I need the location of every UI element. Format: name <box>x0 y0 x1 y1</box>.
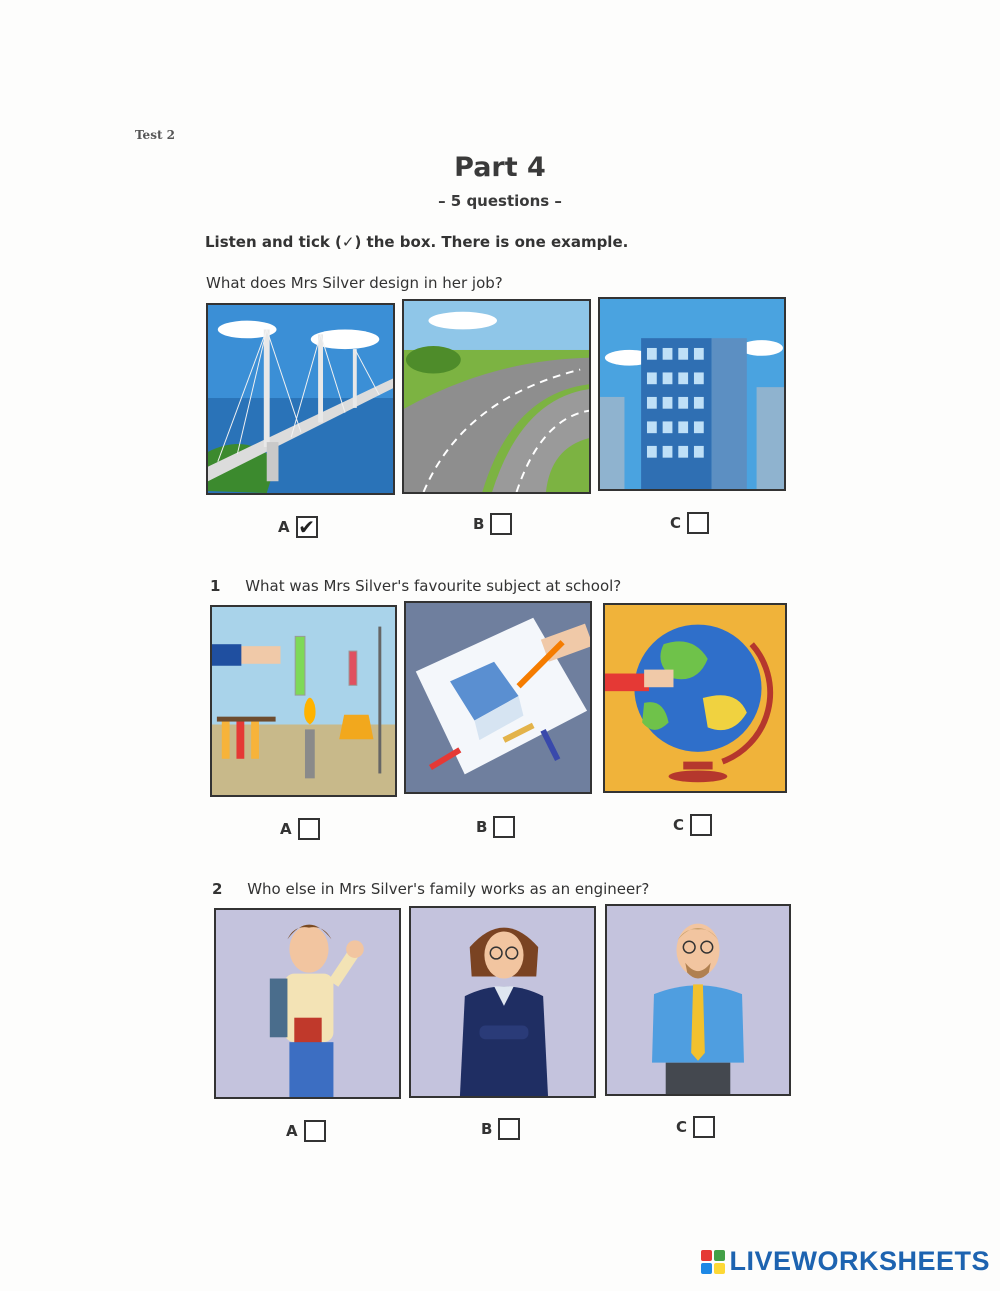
option-letter: A <box>286 1122 298 1140</box>
part-title: Part 4 <box>454 152 546 183</box>
liveworksheets-logo <box>701 1246 990 1277</box>
option-2-c <box>676 1116 715 1138</box>
option-letter: C <box>676 1118 688 1136</box>
picture-boy <box>214 908 401 1099</box>
option-1-c <box>673 814 712 836</box>
picture-science <box>210 605 397 797</box>
option-letter: C <box>670 514 682 532</box>
picture-woman <box>409 906 596 1098</box>
picture-office-building <box>598 297 786 491</box>
option-letter: B <box>476 818 488 836</box>
option-letter: A <box>280 820 292 838</box>
picture-man <box>605 904 791 1096</box>
tick-box[interactable] <box>490 513 512 535</box>
question-text: Who else in Mrs Silver's family works as an engineer? <box>247 880 650 898</box>
question-number: 1 <box>210 577 221 595</box>
question-number: 2 <box>212 880 223 898</box>
tick-box[interactable] <box>498 1118 520 1140</box>
tick-box[interactable] <box>690 814 712 836</box>
option-example-b <box>473 513 512 535</box>
option-2-a <box>286 1120 326 1142</box>
question-text: What was Mrs Silver's favourite subject at school? <box>245 577 622 595</box>
test-label: Test 2 <box>135 128 176 142</box>
part-subtitle: – 5 questions – <box>438 192 562 210</box>
option-letter: B <box>481 1120 493 1138</box>
tick-box[interactable] <box>693 1116 715 1138</box>
question-2 <box>212 880 649 898</box>
picture-art <box>404 601 592 794</box>
option-1-a <box>280 818 320 840</box>
tick-box[interactable] <box>687 512 709 534</box>
tick-box[interactable] <box>304 1120 326 1142</box>
option-example-c <box>670 512 709 534</box>
picture-geography <box>603 603 787 793</box>
option-letter: A <box>278 518 290 536</box>
tick-box[interactable] <box>298 818 320 840</box>
instructions: Listen and tick (✓) the box. There is one example. <box>205 233 629 251</box>
tick-box[interactable] <box>493 816 515 838</box>
option-letter: C <box>673 816 685 834</box>
picture-bridge <box>206 303 395 495</box>
option-1-b <box>476 816 515 838</box>
question-1 <box>210 577 621 595</box>
option-letter: B <box>473 515 485 533</box>
logo-text: LIVEWORKSHEETS <box>729 1246 990 1276</box>
picture-road <box>402 299 591 494</box>
option-example-a <box>278 516 318 538</box>
question-example-text: What does Mrs Silver design in her job? <box>206 274 503 292</box>
logo-mark-icon <box>701 1250 725 1274</box>
tick-box[interactable]: ✔ <box>296 516 318 538</box>
option-2-b <box>481 1118 520 1140</box>
